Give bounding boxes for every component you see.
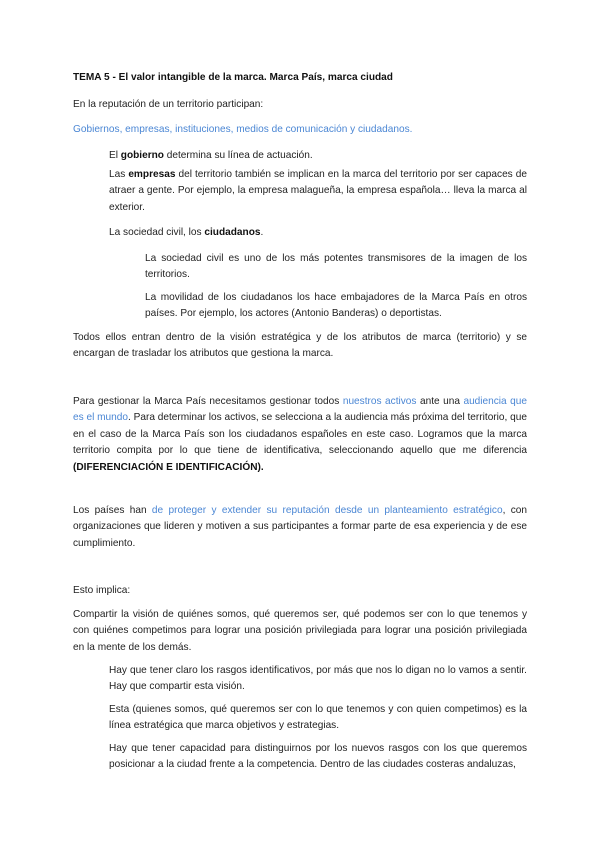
page-title: TEMA 5 - El valor intangible de la marca. Marca País, marca ciudad [73, 72, 393, 83]
bold-diferenciacion: (DIFERENCIACIÓN E IDENTIFICACIÓN). [73, 461, 264, 473]
paragraph-intro: En la reputación de un territorio participan: [73, 99, 264, 110]
bold-term-empresas: empresas [128, 169, 176, 180]
paragraph-gobierno: El gobierno determina su línea de actuación. [109, 150, 313, 161]
paragraph-distinguirnos: Hay que tener capacidad para distinguirnos por los nuevos rasgos con los que queremos posicionar a la ciudad frente a la competencia. Dentro de las ciudades costeras andaluzas, [109, 743, 527, 771]
paragraph-vision-estrategica: Todos ellos entran dentro de la visión estratégica y de los atributos de marca (territorio) y se encargan de trasladar los atributos que gestiona la marca. [73, 332, 527, 360]
paragraph-ciudadanos: La sociedad civil, los ciudadanos. [109, 227, 264, 238]
paragraph-gestionar-marca: Para gestionar la Marca País necesitamos gestionar todos nuestros activos ante una audiencia que es el mundo. Para determinar los activos, se selecciona a la audiencia más próxima del territorio, que en el caso de la Marca País son los ciudadanos españoles en este caso. Logramos que la marca territorio compita por lo que tiene de identificativa, seleccionando aquello que me diferencia (DIFERENCIACIÓN E IDENTIFICACIÓN). [73, 396, 528, 473]
paragraph-rasgos-identificativos: Hay que tener claro los rasgos identificativos, por más que nos lo digan no lo vamos a sentir. Hay que compartir esta visión. [109, 665, 527, 693]
paragraph-sociedad-civil: La sociedad civil es uno de los más potentes transmisores de la imagen de los territorios. [145, 253, 527, 281]
highlight-nuestros-activos: nuestros activos [342, 396, 417, 407]
paragraph-participants: Gobiernos, empresas, instituciones, medios de comunicación y ciudadanos. [73, 124, 413, 135]
paragraph-empresas: Las empresas del territorio también se implican en la marca del territorio por ser capaces de atraer a gente. Por ejemplo, la empresa malagueña, la empresa española… lleva la marca al exterior. [109, 169, 527, 213]
highlight-proteger-reputacion: de proteger y extender su reputación desde un planteamiento estratégico [151, 505, 503, 516]
paragraph-linea-estrategica: Esta (quienes somos, qué queremos ser con lo que tenemos y con quien competimos) es la línea estratégica que marca objetivos y estrategias. [109, 704, 527, 732]
paragraph-paises: Los países han de proteger y extender su reputación desde un planteamiento estratégico, con organizaciones que lideren y motiven a sus participantes a formar parte de esa experiencia y de ese cumplimiento. [73, 505, 527, 549]
paragraph-esto-implica: Esto implica: [73, 585, 131, 596]
highlight-audiencia: audiencia que es el mundo [73, 396, 528, 424]
paragraph-movilidad: La movilidad de los ciudadanos los hace embajadores de la Marca País en otros países. Por ejemplo, los actores (Antonio Banderas) o deportistas. [145, 292, 527, 320]
bold-term-ciudadanos: ciudadanos [204, 227, 261, 238]
bold-term-gobierno: gobierno [120, 150, 164, 161]
paragraph-compartir-vision: Compartir la visión de quiénes somos, qué queremos ser, qué podemos ser con lo que tenemos y con quiénes competimos para lograr una posición privilegiada para lograr una posición privilegiada en la mente de los demás. [73, 609, 527, 653]
